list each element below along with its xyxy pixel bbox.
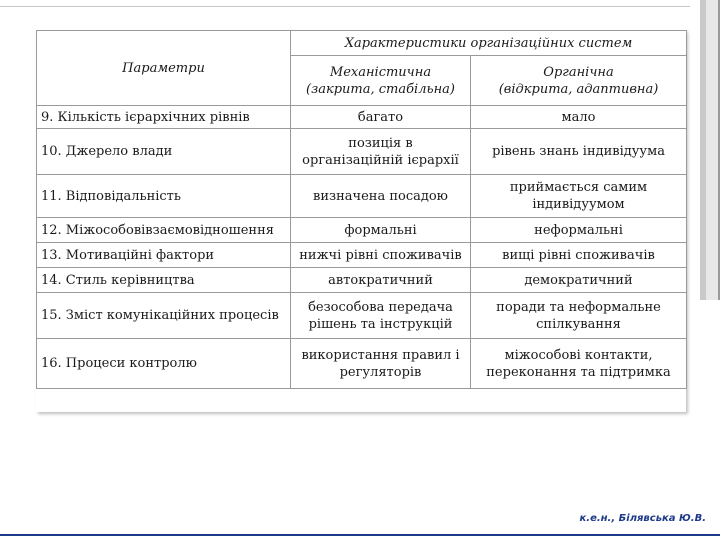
table-row — [37, 243, 687, 268]
row-mechanistic-value: визначена посадою — [291, 175, 471, 218]
row-mechanistic-value: формальні — [291, 218, 471, 243]
footer-divider — [0, 534, 720, 536]
row-param: 10. Джерело влади — [37, 129, 291, 175]
characteristics-table — [36, 30, 687, 389]
row-organic-value: міжособові контакти, переконання та підтримка — [471, 339, 687, 389]
mechanistic-title: Механістична — [329, 64, 432, 80]
row-mechanistic-value: багато — [291, 106, 471, 129]
row-organic-value: мало — [471, 106, 687, 129]
row-organic-value: неформальні — [471, 218, 687, 243]
organic-subtitle: (відкрита, адаптивна) — [498, 81, 659, 97]
row-mechanistic-value: нижчі рівні споживачів — [291, 243, 471, 268]
row-organic-value: вищі рівні споживачів — [471, 243, 687, 268]
author-footer: к.е.н., Білявська Ю.В. — [579, 513, 706, 524]
mechanistic-header — [291, 56, 471, 106]
table-row — [37, 129, 687, 175]
top-divider — [0, 6, 690, 7]
row-mechanistic-value: автократичний — [291, 268, 471, 293]
row-param: 15. Зміст комунікаційних процесів — [37, 293, 291, 339]
slide-top-frame — [0, 0, 720, 22]
row-organic-value: рівень знань індивідуума — [471, 129, 687, 175]
row-param: 11. Відповідальність — [37, 175, 291, 218]
row-param: 12. Міжособовівзаємовідношення — [37, 218, 291, 243]
table-row — [37, 293, 687, 339]
table-row — [37, 218, 687, 243]
slide-right-frame — [700, 0, 720, 300]
params-header: Параметри — [37, 31, 291, 106]
table-row — [37, 339, 687, 389]
row-param: 13. Мотиваційні фактори — [37, 243, 291, 268]
organic-title: Органічна — [543, 64, 614, 80]
row-param: 9. Кількість ієрархічних рівнів — [37, 106, 291, 129]
row-mechanistic-value: позиція в організаційній ієрархії — [291, 129, 471, 175]
row-organic-value: приймається самим індивідуумом — [471, 175, 687, 218]
row-organic-value: поради та неформальне спілкування — [471, 293, 687, 339]
row-param: 14. Стиль керівництва — [37, 268, 291, 293]
group-header: Характеристики організаційних систем — [291, 31, 687, 56]
table-row — [37, 175, 687, 218]
table-row — [37, 268, 687, 293]
row-mechanistic-value: використання правил і регуляторів — [291, 339, 471, 389]
characteristics-table-panel — [36, 30, 686, 412]
organic-header — [471, 56, 687, 106]
row-mechanistic-value: безособова передача рішень та інструкцій — [291, 293, 471, 339]
row-param: 16. Процеси контролю — [37, 339, 291, 389]
row-organic-value: демократичний — [471, 268, 687, 293]
table-row — [37, 106, 687, 129]
mechanistic-subtitle: (закрита, стабільна) — [306, 81, 455, 97]
